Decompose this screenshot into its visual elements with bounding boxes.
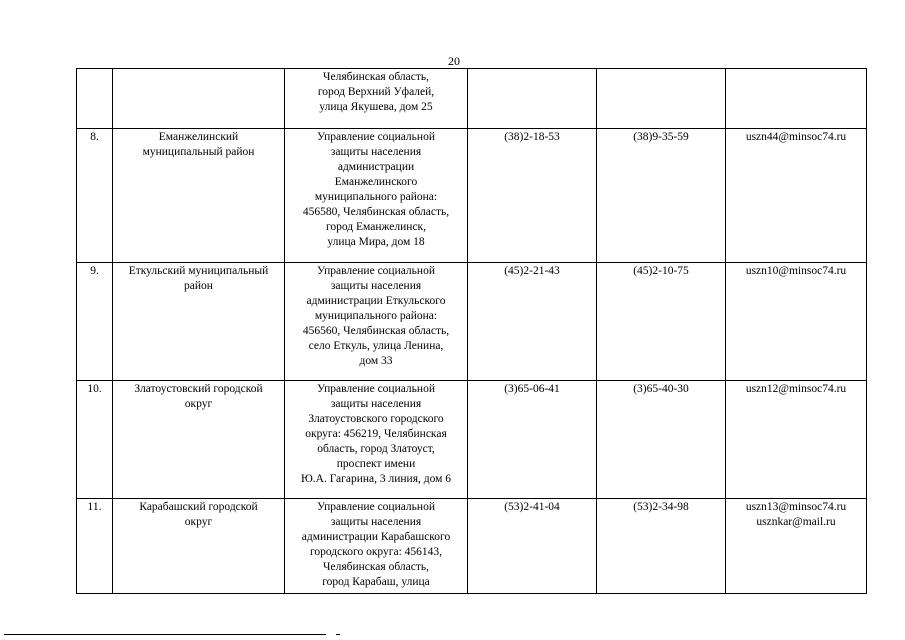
address-line: Еманжелинского	[334, 176, 418, 188]
address-line: Челябинская область,	[323, 561, 429, 573]
fax: (38)9-35-59	[597, 129, 726, 263]
address-line: администрации	[337, 161, 415, 173]
municipality-cell	[113, 129, 285, 263]
email-address: uszn13@minsoc74.ru	[745, 501, 847, 513]
table-row	[77, 263, 867, 381]
municipality-line: округ	[184, 516, 213, 528]
row-number: 9.	[77, 263, 113, 381]
email-address: uszn10@minsoc74.ru	[745, 265, 847, 277]
phone: (38)2-18-53	[468, 129, 597, 263]
address-line: город Верхний Уфалей,	[317, 86, 435, 98]
address-line: проспект имени	[336, 458, 416, 470]
address-line: 456580, Челябинская область,	[302, 206, 450, 218]
municipality-cell	[113, 69, 285, 129]
address-line: город Карабаш, улица	[322, 576, 430, 588]
municipality-line: район	[184, 280, 213, 292]
table-row	[77, 499, 867, 594]
address-line: администрации Еткульского	[306, 295, 446, 307]
municipality-cell	[113, 381, 285, 499]
email-cell	[726, 129, 867, 263]
address-line: улица Якушева, дом 25	[319, 101, 433, 113]
address-cell	[285, 263, 468, 381]
address-line: городского округа: 456143,	[309, 546, 443, 558]
address-cell	[285, 129, 468, 263]
email-address: usznkar@mail.ru	[756, 516, 836, 528]
address-cell	[285, 69, 468, 129]
phone-cell	[468, 69, 597, 129]
municipality-line: Златоустовский городской	[134, 383, 263, 395]
fax: (45)2-10-75	[597, 263, 726, 381]
row-number: 11.	[77, 499, 113, 594]
email-cell	[726, 263, 867, 381]
footer-rule	[4, 634, 326, 635]
municipality-line: муниципальный район	[142, 146, 255, 158]
fax: (53)2-34-98	[597, 499, 726, 594]
address-line: муниципального района:	[314, 191, 438, 203]
address-line: защиты населения	[330, 398, 422, 410]
address-line: муниципального района:	[314, 310, 438, 322]
table-row	[77, 69, 867, 129]
phone: (45)2-21-43	[468, 263, 597, 381]
municipality-line: округ	[184, 398, 213, 410]
address-line: защиты населения	[330, 280, 422, 292]
phone: (3)65-06-41	[468, 381, 597, 499]
email-address: uszn44@minsoc74.ru	[745, 131, 847, 143]
email-cell	[726, 499, 867, 594]
fax: (3)65-40-30	[597, 381, 726, 499]
address-line: защиты населения	[330, 146, 422, 158]
row-number: 10.	[77, 381, 113, 499]
fax-cell	[597, 69, 726, 129]
row-number-cell	[77, 69, 113, 129]
address-line: Златоустовского городского	[308, 413, 444, 425]
address-line: село Еткуль, улица Ленина,	[308, 340, 444, 352]
address-line: округа: 456219, Челябинская	[305, 428, 447, 440]
address-cell	[285, 381, 468, 499]
address-line: защиты населения	[330, 516, 422, 528]
email-cell	[726, 69, 867, 129]
address-line: 456560, Челябинская область,	[302, 325, 450, 337]
email-address: uszn12@minsoc74.ru	[745, 383, 847, 395]
address-line: Управление социальной	[317, 501, 435, 513]
address-line: дом 33	[359, 355, 393, 367]
municipality-line: Еткульский муниципальный	[128, 265, 269, 277]
page-number: 20	[448, 54, 460, 68]
address-line: Ю.А. Гагарина, 3 линия, дом 6	[300, 473, 452, 485]
address-cell	[285, 499, 468, 594]
row-number: 8.	[77, 129, 113, 263]
address-line: Управление социальной	[317, 265, 435, 277]
address-line: область, город Златоуст,	[317, 443, 435, 455]
address-line: администрации Карабашского	[301, 531, 451, 543]
social-protection-directory-table	[76, 68, 867, 594]
address-line: Челябинская область,	[323, 71, 429, 83]
municipality-cell	[113, 263, 285, 381]
table-row	[77, 129, 867, 263]
table-row	[77, 381, 867, 499]
footer-dash	[336, 634, 340, 635]
address-line: Управление социальной	[317, 383, 435, 395]
email-cell	[726, 381, 867, 499]
municipality-line: Карабашский городской	[139, 501, 258, 513]
phone: (53)2-41-04	[468, 499, 597, 594]
municipality-cell	[113, 499, 285, 594]
address-line: Управление социальной	[317, 131, 435, 143]
address-line: улица Мира, дом 18	[327, 236, 425, 248]
municipality-line: Еманжелинский	[158, 131, 239, 143]
address-line: город Еманжелинск,	[325, 221, 427, 233]
